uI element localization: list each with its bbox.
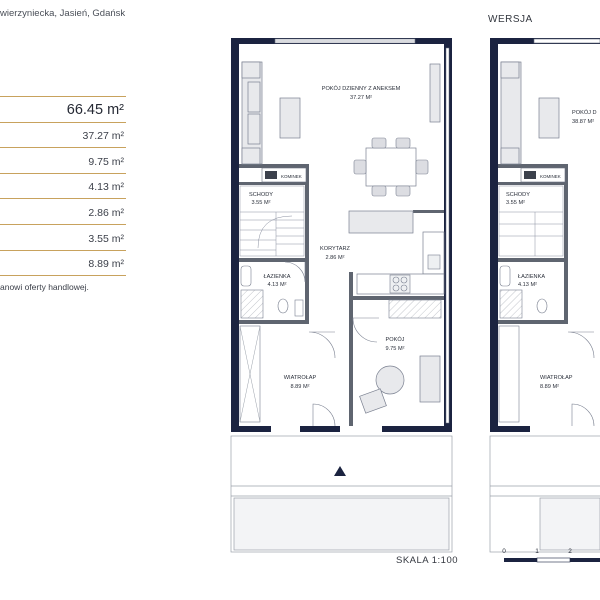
scale-tick-label: 2 <box>568 548 572 555</box>
tv-unit-icon <box>430 64 440 122</box>
area-total-value: 66.45 m² <box>66 101 124 118</box>
room-label-room: POKÓJ <box>385 337 405 343</box>
fireplace-label: KOMINEK <box>281 174 302 179</box>
coffee-table-icon <box>280 98 300 138</box>
sofa-icon <box>242 62 262 164</box>
room-area-room: 9.75 M² <box>385 346 405 352</box>
room-label-vestibule: WIATROŁAP <box>283 375 317 381</box>
version-title: WERSJA <box>488 14 533 25</box>
room-area-living: 37.27 M² <box>349 95 373 101</box>
version-room-label-bathroom: ŁAZIENKA <box>518 274 546 280</box>
wardrobe-icon <box>389 300 441 318</box>
room-area-vestibule: 8.89 M² <box>290 384 310 390</box>
version-room-area-living: 38.87 M² <box>572 119 595 125</box>
sofa-icon <box>501 62 559 164</box>
version-room-label-stairs: SCHODY <box>506 192 530 198</box>
area-value: 37.27 m² <box>82 130 124 143</box>
room-label-corridor: KORYTARZ <box>320 246 350 252</box>
entrance-arrow-icon <box>334 466 346 476</box>
scale-label: SKALA 1:100 <box>396 555 459 566</box>
version-room-area-vestibule: 8.89 M² <box>540 384 559 390</box>
main-floor-plan <box>231 38 452 552</box>
cooktop-icon <box>390 275 410 293</box>
property-address: wierzyniecka, Jasień, Gdańsk <box>0 8 126 19</box>
version-room-label-living: POKÓJ D <box>572 110 597 116</box>
area-value: 9.75 m² <box>88 155 124 168</box>
terrace <box>231 436 452 552</box>
area-value: 8.89 m² <box>88 258 124 271</box>
offer-disclaimer: anowi oferty handlowej. <box>0 282 89 292</box>
version-room-area-stairs: 3.55 M² <box>506 200 525 206</box>
version-room-area-bathroom: 4.13 M² <box>518 282 537 288</box>
room-area-bathroom: 4.13 M² <box>267 282 287 288</box>
room-label-living: POKÓJ DZIENNY Z ANEKSEM <box>321 86 401 92</box>
room-area-stairs: 3.55 M² <box>251 200 271 206</box>
dining-table-icon <box>354 138 428 196</box>
area-value: 3.55 m² <box>88 232 124 245</box>
room-label-bathroom: ŁAZIENKA <box>263 274 291 280</box>
kitchen-island-icon <box>349 211 413 233</box>
scale-tick-label: 0 <box>502 548 506 555</box>
outer-walls <box>231 38 452 432</box>
area-value: 4.13 m² <box>88 181 124 194</box>
chair-icon <box>360 389 387 413</box>
room-label-stairs: SCHODY <box>249 192 273 198</box>
room-area-corridor: 2.86 M² <box>325 255 345 261</box>
area-value: 2.86 m² <box>88 206 124 219</box>
version-room-label-vestibule: WIATROŁAP <box>540 375 573 381</box>
armchair-icon <box>420 356 440 402</box>
kitchen-sink-icon <box>428 255 440 269</box>
fireplace-label: KOMINEK <box>540 174 561 179</box>
scale-tick-label: 1 <box>535 548 539 555</box>
